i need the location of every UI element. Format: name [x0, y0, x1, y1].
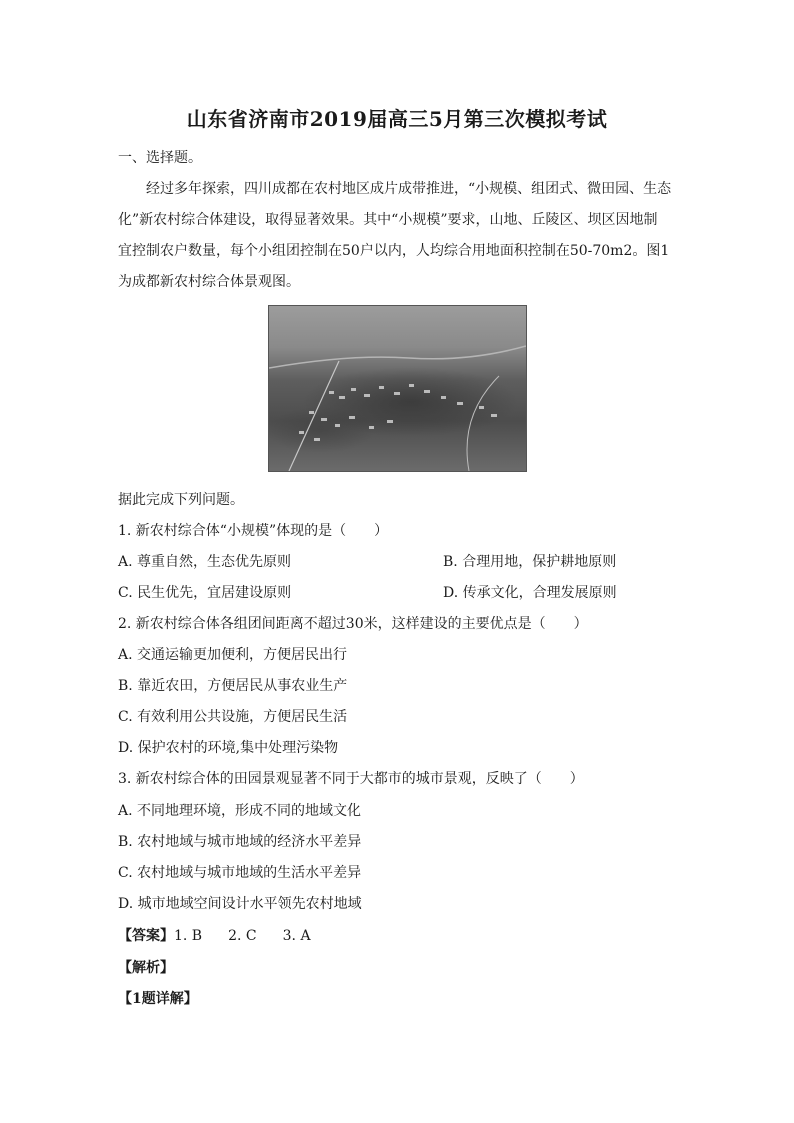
aerial-village-photo [268, 305, 527, 472]
question-2-option-a: A. 交通运输更加便利，方便居民出行 [118, 647, 348, 663]
question-3-option-b: B. 农村地域与城市地域的经济水平差异 [118, 834, 362, 850]
question-3-option-c: C. 农村地域与城市地域的生活水平差异 [118, 865, 362, 881]
photo-texture [269, 306, 526, 471]
question-2-stem: 2. 新农村综合体各组团间距离不超过30米，这样建设的主要优点是（ ） [118, 616, 588, 632]
question-1-option-c: C. 民生优先，宜居建设原则 [118, 585, 292, 601]
answer-item: 3. A [282, 928, 311, 944]
detail-label: 【1题详解】 [118, 991, 198, 1007]
question-3-stem: 3. 新农村综合体的田园景观显著不同于大都市的城市景观，反映了（ ） [118, 771, 584, 787]
question-1-stem: 1. 新农村综合体“小规模”体现的是（ ） [118, 523, 389, 539]
page-title: 山东省济南市2019届高三5月第三次模拟考试 [186, 107, 608, 131]
section-heading: 一、选择题。 [118, 150, 202, 166]
answer-row [118, 925, 311, 945]
intro-line-2: 化”新农村综合体建设，取得显著效果。其中“小规模”要求，山地、丘陵区、坝区因地制 [118, 212, 658, 228]
question-1-option-b: B. 合理用地，保护耕地原则 [443, 554, 617, 570]
question-2-option-c: C. 有效利用公共设施，方便居民生活 [118, 709, 348, 725]
answer-label: 【答案】 [118, 928, 174, 944]
question-3-option-d: D. 城市地域空间设计水平领先农村地域 [118, 896, 362, 912]
question-2-option-b: B. 靠近农田，方便居民从事农业生产 [118, 678, 348, 694]
prompt-text: 据此完成下列问题。 [118, 492, 244, 508]
question-1-option-a: A. 尊重自然，生态优先原则 [118, 554, 292, 570]
intro-line-4: 为成都新农村综合体景观图。 [118, 274, 300, 290]
intro-line-1: 经过多年探索，四川成都在农村地区成片成带推进，“小规模、组团式、微田园、生态 [146, 181, 672, 197]
question-2-option-d: D. 保护农村的环境,集中处理污染物 [118, 740, 339, 756]
analysis-label: 【解析】 [118, 960, 174, 976]
question-1-option-d: D. 传承文化，合理发展原则 [443, 585, 617, 601]
answer-item: 2. C [228, 928, 257, 944]
answer-item: 1. B [174, 928, 203, 944]
question-3-option-a: A. 不同地理环境，形成不同的地域文化 [118, 803, 362, 819]
intro-line-3: 宜控制农户数量，每个小组团控制在50户以内，人均综合用地面积控制在50-70m2。图1 [118, 243, 670, 259]
